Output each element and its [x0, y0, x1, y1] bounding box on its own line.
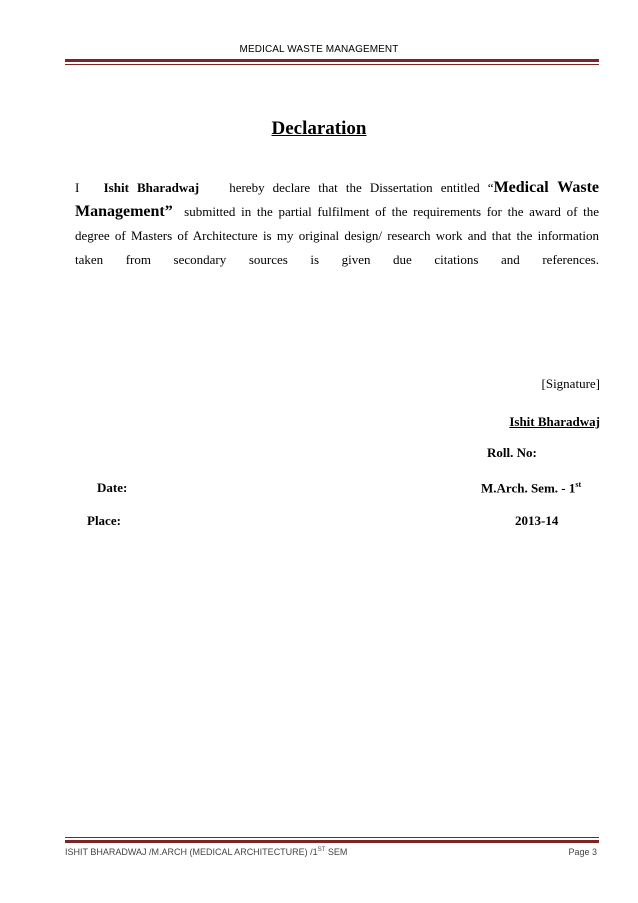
- footer-superscript: ST: [317, 847, 326, 853]
- header-rule-thick: [65, 59, 599, 62]
- page-title: Declaration: [271, 118, 367, 139]
- roll-number-label: Roll. No:: [487, 445, 537, 460]
- running-header: MEDICAL WASTE MANAGEMENT: [239, 44, 399, 55]
- page-footer: [65, 847, 599, 857]
- page-number: Page 3: [568, 847, 597, 857]
- declaration-line-1: [75, 176, 599, 272]
- signatory-name: Ishit Bharadwaj: [509, 414, 600, 429]
- place-label: Place:: [87, 513, 121, 528]
- date-label: Date:: [97, 480, 128, 495]
- footer-left-text: ISHIT BHARADWAJ /M.ARCH (MEDICAL ARCHITECTURE) /1: [65, 847, 318, 857]
- academic-year: 2013-14: [515, 513, 559, 528]
- declaration-pronoun: I: [75, 180, 80, 195]
- semester-text: M.Arch. Sem. - 1: [481, 480, 576, 496]
- header-rule-thin: [65, 64, 599, 65]
- declaration-paragraph: [75, 176, 599, 272]
- declaration-text-2: submitted in the partial fulfilment of the requirements for the award of the degree of Masters of Architecture is my original design/ research work and that the information taken from secondary sources is given due citations and references.: [75, 204, 600, 267]
- signature-placeholder: [Signature]: [541, 376, 600, 391]
- declaration-text-1: hereby declare that the Dissertation entitled “: [229, 180, 494, 195]
- semester-info: [481, 480, 581, 496]
- footer-rule-thin: [65, 837, 599, 838]
- semester-superscript: st: [575, 480, 582, 489]
- declarant-name: Ishit Bharadwaj: [103, 180, 200, 195]
- dissertation-title: Medical Waste Management”: [75, 179, 599, 220]
- footer-left-end: SEM: [325, 847, 348, 857]
- footer-author-info: [65, 847, 347, 857]
- footer-rule-thick: [65, 840, 599, 843]
